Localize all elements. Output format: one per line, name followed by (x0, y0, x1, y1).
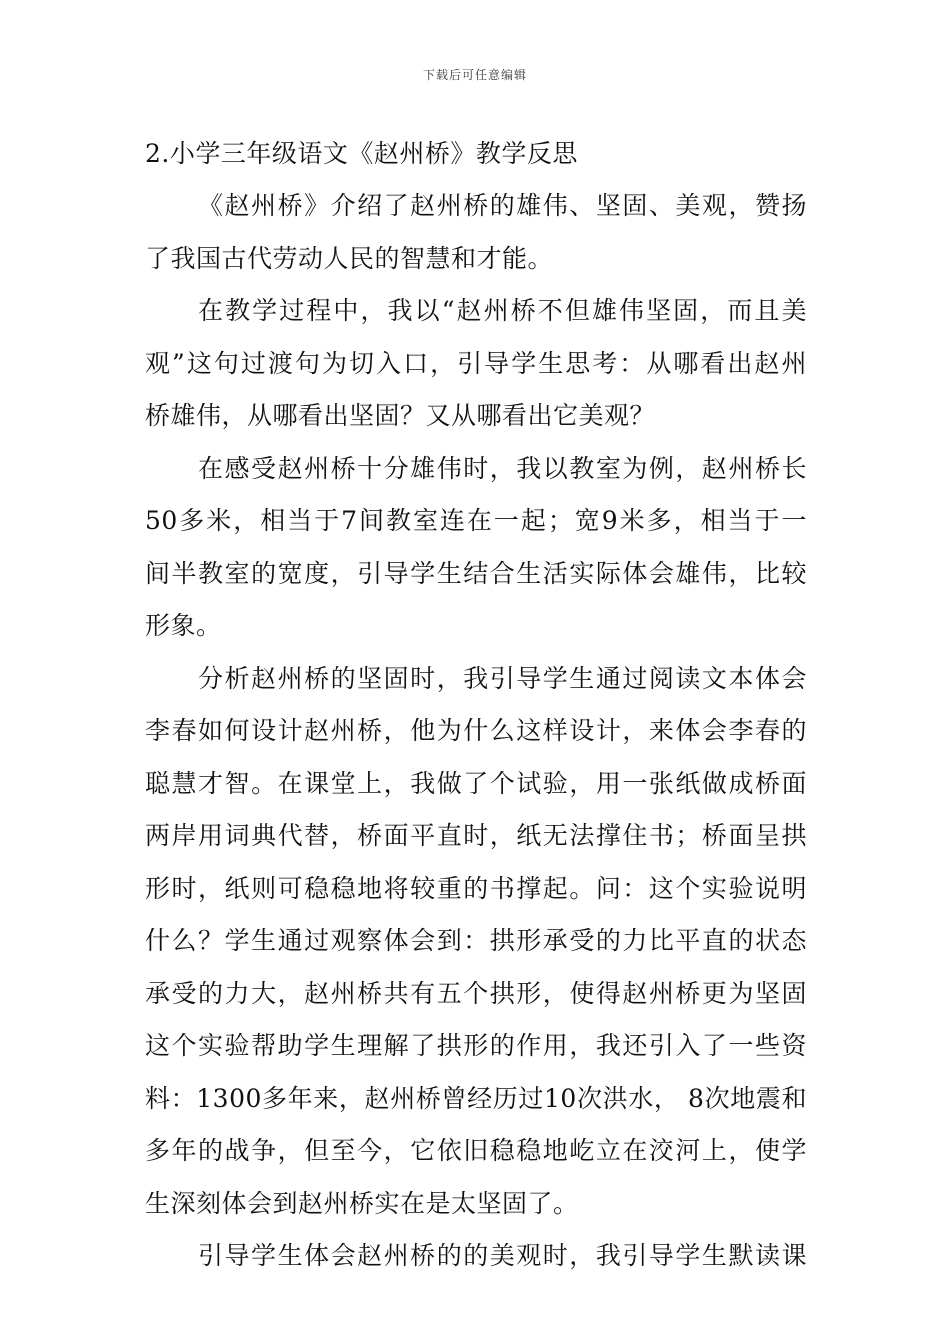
paragraph-teaching-process (145, 285, 807, 443)
text-line: 承受的力大，赵州桥共有五个拱形，使得赵州桥更为坚固 (145, 978, 807, 1008)
paragraph-sturdy (145, 653, 807, 1231)
text-line: 形象。 (145, 611, 222, 640)
text-line: 间半教室的宽度，引导学生结合生活实际体会雄伟，比较 (145, 558, 807, 588)
text-line: 什么？学生通过观察体会到：拱形承受的力比平直的状态 (145, 926, 807, 955)
page-header: 下载后可任意编辑 (422, 68, 527, 82)
text-line: 形时，纸则可稳稳地将较重的书撑起。问：这个实验说明 (145, 873, 807, 903)
paragraph-majestic (145, 443, 807, 653)
text-line: 《赵州桥》介绍了赵州桥的雄伟、坚固、美观，赞扬 (198, 191, 807, 220)
text-line: 50多米，相当于7间教室连在一起；宽9米多，相当于一 (145, 506, 807, 535)
text-line: 料：1300多年来，赵州桥曾经历过10次洪水， 8次地震和 (145, 1083, 807, 1113)
text-line: 在感受赵州桥十分雄伟时，我以教室为例，赵州桥长 (198, 453, 807, 483)
document-title: 2.小学三年级语文《赵州桥》教学反思 (145, 139, 578, 168)
text-line: 多年的战争，但至今，它依旧稳稳地屹立在洨河上，使学 (145, 1136, 807, 1165)
text-line: 分析赵州桥的坚固时，我引导学生通过阅读文本体会 (198, 663, 807, 693)
text-line: 桥雄伟，从哪看出坚固？又从哪看出它美观？ (145, 401, 656, 430)
text-line: 了我国古代劳动人民的智慧和才能。 (145, 243, 554, 273)
text-line: 生深刻体会到赵州桥实在是太坚固了。 (145, 1188, 579, 1218)
text-line: 在教学过程中，我以“赵州桥不但雄伟坚固，而且美 (198, 296, 807, 325)
document-body (145, 128, 807, 1283)
paragraph-beauty (145, 1230, 807, 1283)
text-line: 李春如何设计赵州桥，他为什么这样设计，来体会李春的 (145, 716, 807, 745)
text-line: 聪慧才智。在课堂上，我做了个试验，用一张纸做成桥面 (145, 768, 807, 798)
text-line: 这个实验帮助学生理解了拱形的作用，我还引入了一些资 (145, 1031, 807, 1060)
text-line: 观”这句过渡句为切入口，引导学生思考：从哪看出赵州 (145, 348, 807, 378)
paragraph-intro (145, 180, 807, 285)
text-line: 两岸用词典代替，桥面平直时，纸无法撑住书；桥面呈拱 (145, 821, 807, 850)
text-line: 引导学生体会赵州桥的的美观时，我引导学生默读课 (198, 1241, 807, 1270)
